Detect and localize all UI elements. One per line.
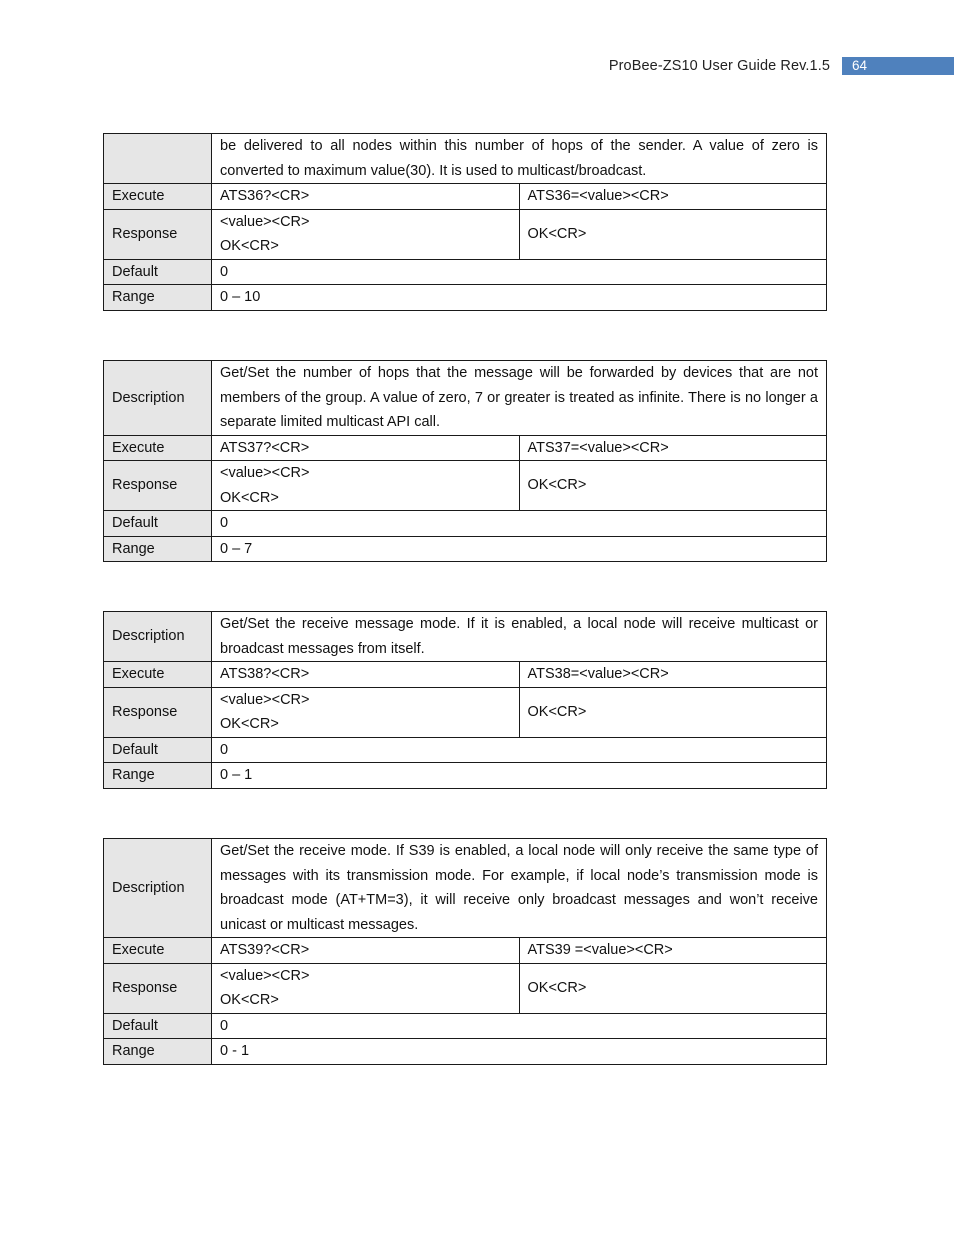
default-row (104, 511, 827, 537)
execute-set-command: ATS39 =<value><CR> (519, 938, 827, 964)
description-label: Description (104, 612, 212, 662)
range-label: Range (104, 1039, 212, 1065)
description-label (104, 134, 212, 184)
response-get-value: <value><CR> (220, 691, 310, 708)
response-get-value: <value><CR> (220, 465, 310, 481)
response-get-value: <value><CR> (220, 213, 310, 230)
response-row (104, 209, 827, 259)
execute-get-command: ATS39?<CR> (212, 938, 520, 964)
page-number: 64 (842, 57, 954, 75)
range-label: Range (104, 763, 212, 789)
range-value: 0 – 10 (212, 285, 827, 311)
description-text: Get/Set the receive mode. If S39 is enabled, a local node will only receive the same type of messages with its transmission mode. For example, if local node’s transmission mode is broadcast mode (AT+TM=3), it will receive only broadcast messages and won’t receive unicast or multicast messages. (212, 839, 827, 938)
default-value: 0 (212, 737, 827, 763)
response-get-cell (212, 209, 520, 259)
range-row (104, 763, 827, 789)
response-get-value: <value><CR> (220, 967, 310, 984)
document-title: ProBee-ZS10 User Guide Rev.1.5 (608, 58, 830, 74)
execute-get-command: ATS37?<CR> (212, 435, 520, 461)
response-row (104, 461, 827, 511)
default-value: 0 (212, 1013, 827, 1039)
execute-row (104, 662, 827, 688)
default-label: Default (104, 259, 212, 285)
response-get-cell (212, 963, 520, 1013)
ats39-spec-table (103, 838, 827, 1065)
description-text: Get/Set the receive message mode. If it is enabled, a local node will receive multicast or broadcast messages from itself. (212, 612, 827, 662)
response-row (104, 687, 827, 737)
range-row (104, 1039, 827, 1065)
default-label: Default (104, 1013, 212, 1039)
default-value: 0 (212, 511, 827, 537)
response-label: Response (104, 687, 212, 737)
ats37-spec-table (103, 360, 827, 562)
response-label: Response (104, 963, 212, 1013)
default-row (104, 737, 827, 763)
description-row (104, 839, 827, 938)
range-value: 0 – 7 (212, 536, 827, 562)
response-get-ok: OK<CR> (220, 992, 279, 1008)
range-row (104, 536, 827, 562)
response-row (104, 963, 827, 1013)
execute-label: Execute (104, 435, 212, 461)
range-label: Range (104, 285, 212, 311)
execute-label: Execute (104, 662, 212, 688)
default-label: Default (104, 737, 212, 763)
description-row (104, 612, 827, 662)
execute-label: Execute (104, 938, 212, 964)
response-set-ok: OK<CR> (519, 209, 827, 259)
execute-row (104, 938, 827, 964)
default-row (104, 259, 827, 285)
page-header (609, 57, 954, 75)
ats36-spec-table (103, 133, 827, 311)
response-set-ok: OK<CR> (519, 461, 827, 511)
execute-row (104, 435, 827, 461)
response-get-ok: OK<CR> (220, 716, 279, 732)
execute-set-command: ATS36=<value><CR> (519, 184, 827, 210)
range-value: 0 – 1 (212, 763, 827, 789)
response-set-ok: OK<CR> (519, 963, 827, 1013)
execute-row (104, 184, 827, 210)
default-value: 0 (212, 259, 827, 285)
range-label: Range (104, 536, 212, 562)
range-row (104, 285, 827, 311)
response-get-ok: OK<CR> (220, 238, 279, 254)
execute-label: Execute (104, 184, 212, 210)
description-label: Description (104, 361, 212, 436)
description-row (104, 361, 827, 436)
description-label: Description (104, 839, 212, 938)
ats38-spec-table (103, 611, 827, 789)
execute-get-command: ATS36?<CR> (212, 184, 520, 210)
default-label: Default (104, 511, 212, 537)
response-get-cell (212, 461, 520, 511)
execute-set-command: ATS38=<value><CR> (519, 662, 827, 688)
description-row (104, 134, 827, 184)
response-set-ok: OK<CR> (519, 687, 827, 737)
range-value: 0 - 1 (212, 1039, 827, 1065)
response-label: Response (104, 461, 212, 511)
execute-get-command: ATS38?<CR> (212, 662, 520, 688)
response-get-cell (212, 687, 520, 737)
default-row (104, 1013, 827, 1039)
description-text: be delivered to all nodes within this number of hops of the sender. A value of zero is converted to maximum value(30). It is used to multicast/broadcast. (212, 134, 827, 184)
response-label: Response (104, 209, 212, 259)
description-text: Get/Set the number of hops that the message will be forwarded by devices that are not members of the group. A value of zero, 7 or greater is treated as infinite. There is no longer a separate limited multicast API call. (212, 361, 827, 436)
response-get-ok: OK<CR> (220, 489, 279, 506)
execute-set-command: ATS37=<value><CR> (519, 435, 827, 461)
